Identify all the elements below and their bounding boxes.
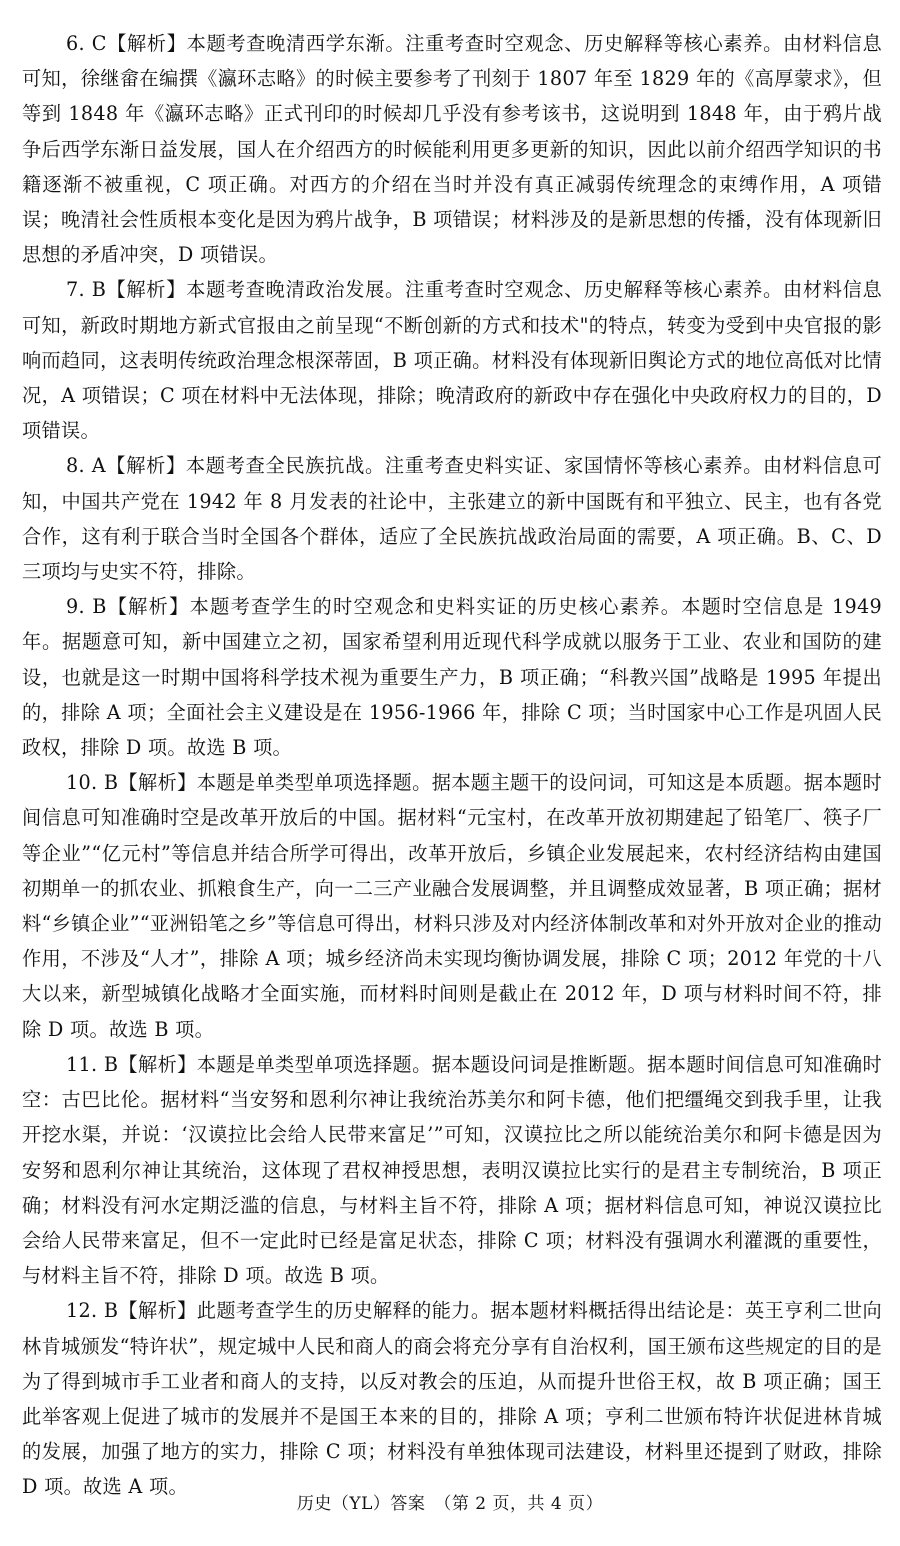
answer-11-text: 本题是单类型单项选择题。据本题设问词是推断题。据本题时间信息可知准确时空：古巴比伦。据材料“当安努和恩利尔神让我统治苏美尔和阿卡德，他们把缰绳交到我手里，让我开挖水渠，并说：‘汉谟拉比会给人民带来富足’”可知，汉谟拉比之所以能统治美尔和阿卡德是因为安努和恩利尔神让其统治，这体现了君权神授思想，表明汉谟拉比实行的是君主专制统治，B 项正确；材料没有河水定期泛滥的信息，与材料主旨不符，排除 A 项；据材料信息可知，神说汉谟拉比会给人民带来富足，但不一定此时已经是富足状态，排除 C 项；材料没有强调水利灌溉的重要性，与材料主旨不符，排除 D 项。故选 B 项。 (22, 1052, 882, 1288)
answer-11-label: 11. B【解析】 (66, 1052, 197, 1076)
answer-7 (22, 272, 882, 448)
answer-8 (22, 448, 882, 589)
answer-8-text: 本题考查全民族抗战。注重考查史料实证、家国情怀等核心素养。由材料信息可知，中国共产党在 1942 年 8 月发表的社论中，主张建立的新中国既有和平独立、民主，也有各党合作，这有利于联合当时全国各个群体，适应了全民族抗战政治局面的需要，A 项正确。B、C、D 三项均与史实不符，排除。 (22, 454, 882, 584)
answer-10-label: 10. B【解析】 (66, 771, 197, 795)
answer-12-text: 此题考查学生的历史解释的能力。据本题材料概括得出结论是：英王亨利二世向林肯城颁发“特许状”，规定城中人民和商人的商会将充分享有自治权利，国王颁布这些规定的目的是为了得到城市手工业者和商人的支持，以反对教会的压迫，从而提升世俗王权，故 B 项正确；国王此举客观上促进了城市的发展并不是国王本来的目的，排除 A 项；亨利二世颁布特许状促进林肯城的发展，加强了地方的实力，排除 C 项；材料没有单独体现司法建设，材料里还提到了财政，排除 D 项。故选 A 项。 (22, 1299, 882, 1499)
answer-6 (22, 26, 882, 272)
answer-12-label: 12. B【解析】 (66, 1299, 197, 1323)
answer-page (22, 26, 882, 1505)
answer-11 (22, 1047, 882, 1293)
answer-10 (22, 765, 882, 1047)
answer-7-text: 本题考查晚清政治发展。注重考查时空观念、历史解释等核心素养。由材料信息可知，新政时期地方新式官报由之前呈现“不断创新的方式和技术"的特点，转变为受到中央官报的影响而趋同，这表明传统政治理念根深蒂固，B 项正确。材料没有体现新旧舆论方式的地位高低对比情况，A 项错误；C 项在材料中无法体现，排除；晚清政府的新政中存在强化中央政府权力的目的，D 项错误。 (22, 278, 883, 443)
answer-6-label: 6. C【解析】 (66, 32, 187, 55)
page-footer: 历史（YL）答案 （第 2 页，共 4 页） (296, 1494, 604, 1514)
answer-12 (22, 1293, 882, 1504)
answer-10-text: 本题是单类型单项选择题。据本题主题干的设问词，可知这是本质题。据本题时间信息可知准确时空是改革开放后的中国。据材料“元宝村，在改革开放初期建起了铅笔厂、筷子厂等企业”“亿元村”等信息并结合所学可得出，改革开放后，乡镇企业发展起来，农村经济结构由建国初期单一的抓农业、抓粮食生产，向一二三产业融合发展调整，并且调整成效显著，B 项正确；据材料“乡镇企业”“亚洲铅笔之乡”等信息可得出，材料只涉及对内经济体制改革和对外开放对企业的推动作用，不涉及“人才”，排除 A 项；城乡经济尚未实现均衡协调发展，排除 C 项；2012 年党的十八大以来，新型城镇化战略才全面实施，而材料时间则是截止在 2012 年，D 项与材料时间不符，排除 D 项。故选 B 项。 (22, 771, 882, 1041)
answer-8-label: 8. A【解析】 (66, 454, 186, 478)
answer-7-label: 7. B【解析】 (66, 278, 187, 302)
answer-6-text: 本题考查晚清西学东渐。注重考查时空观念、历史解释等核心素养。由材料信息可知，徐继畲在编撰《瀛环志略》的时候主要参考了刊刻于 1807 年至 1829 年的《高厚蒙求》，但等到 1848 年《瀛环志略》正式刊印的时候却几乎没有参考该书，这说明到 1848 年，由于鸦片战争后西学东渐日益发展，国人在介绍西方的时候能利用更多更新的知识，因此以前介绍西学知识的书籍逐渐不被重视，C 项正确。对西方的介绍在当时并没有真正减弱传统理念的束缚作用，A 项错误；晚清社会性质根本变化是因为鸦片战争，B 项错误；材料涉及的是新思想的传播，没有体现新旧思想的矛盾冲突，D 项错误。 (22, 32, 882, 267)
answer-9-text: 本题考查学生的时空观念和史料实证的历史核心素养。本题时空信息是 1949 年。据题意可知，新中国建立之初，国家希望利用近现代科学成就以服务于工业、农业和国防的建设，也就是这一时期中国将科学技术视为重要生产力，B 项正确；“科教兴国”战略是 1995 年提出的，排除 A 项；全面社会主义建设是在 1956-1966 年，排除 C 项；当时国家中心工作是巩固人民政权，排除 D 项。故选 B 项。 (22, 595, 882, 760)
answer-9-label: 9. B【解析】 (66, 595, 190, 619)
answer-9 (22, 589, 882, 765)
